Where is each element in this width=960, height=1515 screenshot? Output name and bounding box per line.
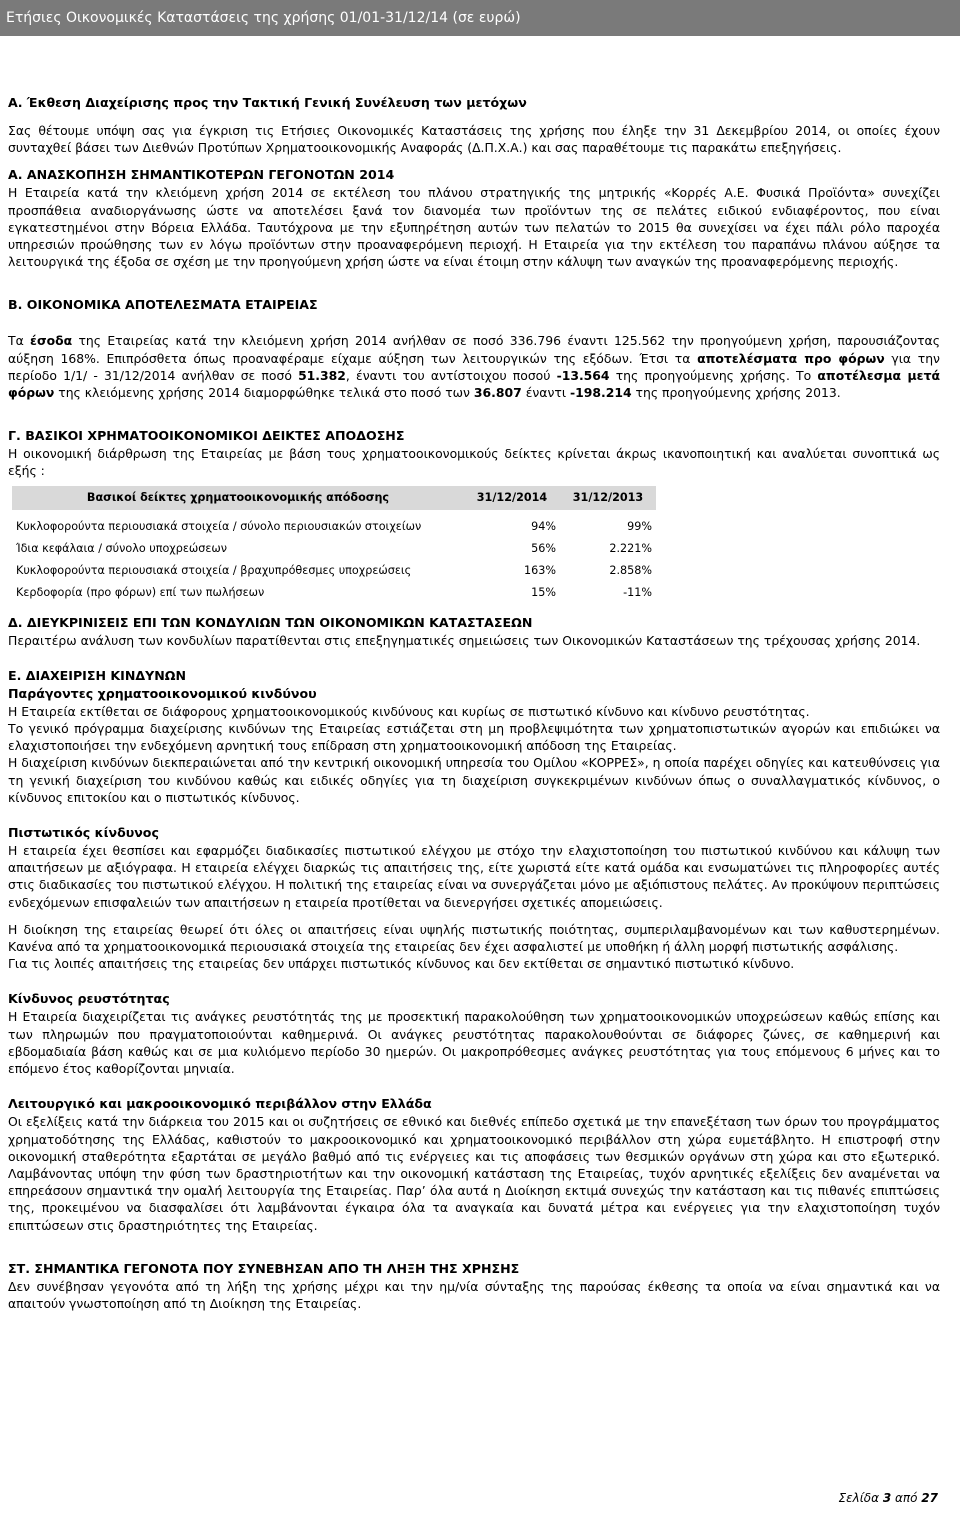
kpi-row-2013: 2.858% xyxy=(609,564,652,578)
kpi-row-2014: 163% xyxy=(524,564,556,578)
kpi-row-2013: 99% xyxy=(627,520,652,534)
environment-paragraph: Οι εξελίξεις κατά την διάρκεια του 2015 και οι συζητήσεις σε εθνικό και διεθνές επίπεδο σχετικά με την επανεξέταση των όρων του προγράμματος χρηματοδότησης της Ελλάδας, καθιστούν το μακροοικονομικό και χρηματοοικονομικό περιβάλλον στη χώρα ευμετάβλητο. Η επιστροφή στην οικονομική σταθερότητα εξαρτάται σε μεγάλο βαθμό από τις ενέργειες και τις αποφάσεις των θεσμικών οργάνων στη χώρα και στο εξωτερικό. Λαμβάνοντας υπόψη την φύση των δραστηριοτήτων και την οικονομική κατάσταση της Εταιρείας, τυχόν αρνητικές εξελίξεις δεν αναμένεται να επηρεάσουν σημαντικά την ομαλή λειτουργία της Εταιρείας. Παρ’ όλα αυτά η Διοίκηση εκτιμά συνεχώς την κατάσταση και τις πιθανές επιπτώσεις της, προκειμένου να διασφαλίσει ότι λαμβάνονται έγκαιρα όλα τα αναγκαία και δυνατά μέτρα και ενέργειες για την ελαχιστοποίηση τυχόν επιπτώσεων στις δραστηριότητες της Εταιρείας. xyxy=(8,1114,940,1233)
section-b-text: Τα έσοδα της Εταιρείας κατά την κλειόμενη χρήση 2014 ανήλθαν σε ποσό 336.796 έναντι 125.562 την προηγούμενη χρήση, παρουσιάζοντας αύξηση 168%. Επιπρόσθετα όπως προαναφέραμε είχαμε αύξηση των λειτουργικών της εξόδων. Έτσι τα αποτελέσματα προ φόρων για την περίοδο 1/1/ - 31/12/2014 ανήλθαν σε ποσό 51.382, έναντι του αντίστοιχου ποσού -13.564 της προηγούμενης χρήσης. Το αποτέλεσμα μετά φόρων της κλειόμενης χρήσης 2014 διαμορφώθηκε τελικά στο ποσό των 36.807 έναντι -198.214 της προηγούμενης χρήσης 2013. xyxy=(8,333,940,401)
section-e-paragraph-1: Η Εταιρεία εκτίθεται σε διάφορους χρηματοοικονομικούς κινδύνους και κυρίως σε πιστωτικό κίνδυνο και κίνδυνο ρευστότητας. xyxy=(8,703,810,719)
header-title: Ετήσιες Οικονομικές Καταστάσεις της χρήσης 01/01-31/12/14 (σε ευρώ) xyxy=(6,10,521,26)
section-st-text: Δεν συνέβησαν γεγονότα από τη λήξη της χρήσης μέχρι και την ημ/νία σύνταξης της παρούσας έκθεσης τα οποία να είναι σημαντικά και να απαιτούν γνωστοποίηση από τη Διοίκηση της Εταιρείας. xyxy=(8,1278,940,1311)
liquidity-risk-paragraph: Η Εταιρεία διαχειρίζεται τις ανάγκες ρευστότητάς της με προσεκτική παρακολούθηση των χρηματοοικονομικών υποχρεώσεων καθώς επίσης και των πληρωμών που πραγματοποιούνται καθημερινά. Οι ανάγκες ρευστότητας παρακολουθούνται σε διάφορες ζώνες, σε καθημερινή και εβδομαδιαία βάση καθώς και σε μια κυλιόμενο περίοδο 30 ημερών. Οι μακροπρόθεσμες ανάγκες ρευστότητας για τους επόμενους 6 μήνες και το επόμενο έτος καθορίζονται μηνιαία. xyxy=(8,1009,940,1077)
kpi-row-2013: -11% xyxy=(623,586,652,600)
kpi-header-2014: 31/12/2014 xyxy=(464,486,560,510)
section-e-title: Ε. ΔΙΑΧΕΙΡΙΣΗ ΚΙΝΔΥΝΩΝ xyxy=(8,667,187,683)
kpi-row-2013: 2.221% xyxy=(609,542,652,556)
section-b-title: Β. ΟΙΚΟΝΟΜΙΚΑ ΑΠΟΤΕΛΕΣΜΑΤΑ ΕΤΑΙΡΕΙΑΣ xyxy=(8,297,318,313)
table-row xyxy=(12,582,656,604)
document-header xyxy=(0,0,960,36)
section-e-subtitle: Παράγοντες χρηματοοικονομικού κινδύνου xyxy=(8,685,317,701)
section-a-title: Α. ΑΝΑΣΚΟΠΗΣΗ ΣΗΜΑΝΤΙΚΟΤΕΡΩΝ ΓΕΓΟΝΟΤΩΝ 2014 xyxy=(8,167,395,183)
section-d-title: Δ. ΔΙΕΥΚΡΙΝΙΣΕΙΣ ΕΠΙ ΤΩΝ ΚΟΝΔΥΛΙΩΝ ΤΩΝ ΟΙΚΟΝΟΜΙΚΩΝ ΚΑΤΑΣΤΑΣΕΩΝ xyxy=(8,614,533,630)
kpi-header-label: Βασικοί δείκτες χρηματοοικονομικής απόδοσης xyxy=(12,486,464,510)
credit-risk-paragraph-1: Η εταιρεία έχει θεσπίσει και εφαρμόζει διαδικασίες πιστωτικού ελέγχου με στόχο την ελαχιστοποίηση του πιστωτικού κινδύνου και κάλυψη των απαιτήσεων με αξιόγραφα. Η εταιρεία ελέγχει διαρκώς τις απαιτήσεις της, είτε χωριστά είτε κατά ομάδα και ενσωματώνει τις πληροφορίες αυτές στις διαδικασίες του πιστωτικού ελέγχου. Η πολιτική της εταιρείας είναι να συνεργάζεται μόνο με αξιόπιστους πελάτες. Αν προκύψουν περιπτώσεις ενδεχόμενων επισφαλειών των απαιτήσεων η εταιρεία προτίθεται να διενεργήσει σχετικές απομειώσεις. xyxy=(8,843,940,910)
main-title: Α. Έκθεση Διαχείρισης προς την Τακτική Γενική Συνέλευση των μετόχων xyxy=(8,95,527,110)
kpi-row-label: Κερδοφορία (προ φόρων) επί των πωλήσεων xyxy=(16,586,265,600)
table-row xyxy=(12,560,656,582)
page-footer: Σελίδα 3 από 27 xyxy=(838,1491,938,1505)
credit-risk-title: Πιστωτικός κίνδυνος xyxy=(8,825,159,841)
kpi-row-2014: 94% xyxy=(531,520,556,534)
page-number: 3 xyxy=(882,1491,892,1505)
intro-paragraph: Σας θέτουμε υπόψη σας για έγκριση τις Ετήσιες Οικονομικές Καταστάσεις της χρήσης που έληξε την 31 Δεκεμβρίου 2014, οι οποίες έχουν συνταχθεί βάσει των Διεθνών Προτύπων Χρηματοοικονομικής Αναφοράς (Δ.Π.Χ.Α.) και σας παραθέτουμε τις παρακάτω επεξηγήσεις. xyxy=(8,123,940,156)
section-e-paragraph-2: Το γενικό πρόγραμμα διαχείρισης κινδύνων της Εταιρείας εστιάζεται στη μη προβλεψιμότητα των χρηματοπιστωτικών αγορών και επιδιώκει να ελαχιστοποιήσει την ενδεχόμενη αρνητική τους επίδραση στη χρηματοοικονομική απόδοση της Εταιρείας. xyxy=(8,721,940,754)
liquidity-risk-title: Κίνδυνος ρευστότητας xyxy=(8,991,170,1007)
table-row xyxy=(12,516,656,538)
table-row xyxy=(12,538,656,560)
kpi-row-label: Κυκλοφορούντα περιουσιακά στοιχεία / βραχυπρόθεσμες υποχρεώσεις xyxy=(16,564,412,578)
section-a-text: Η Εταιρεία κατά την κλειόμενη χρήση 2014 σε εκτέλεση του πλάνου στρατηγικής της μητρικής «Κορρές Α.Ε. Φυσικά Προϊόντα» συνεχίζει προσπάθεια αναδιοργάνωσης ώστε να αποτελέσει ξανά τον διανομέα των προϊόντων της σε πελάτες ειδικού ενδιαφέροντος, που είναι εγκατεστημένοι στην Βόρεια Ελλάδα. Ταυτόχρονα με την εξυπηρέτηση αυτών των πελατών το 2015 θα συνεχίσει να έχει πάλι ρόλο παροχέα υπηρεσιών προώθησης των εν λόγω προϊόντων στην προαναφερόμενη περιοχή. Η Εταιρεία για την εκτέλεση του παραπάνω πλάνου αύξησε τα λειτουργικά της έξοδα σε σχέση με την προηγούμενη χρήση ώστε να είναι έτοιμη στην κάλυψη των αναγκών της προαναφερόμενης περιοχής. xyxy=(8,185,940,270)
environment-title: Λειτουργικό και μακροοικονομικό περιβάλλον στην Ελλάδα xyxy=(8,1096,432,1112)
kpi-header-2013: 31/12/2013 xyxy=(560,486,656,510)
kpi-row-2014: 56% xyxy=(531,542,556,556)
section-c-title: Γ. ΒΑΣΙΚΟΙ ΧΡΗΜΑΤΟΟΙΚΟΝΟΜΙΚΟΙ ΔΕΙΚΤΕΣ ΑΠΟΔΟΣΗΣ xyxy=(8,428,405,444)
section-c-text: Η οικονομική διάρθρωση της Εταιρείας με βάση τους χρηματοοικονομικούς δείκτες κρίνεται άκρως ικανοποιητική και αναλύεται συνοπτικά ως εξής : xyxy=(8,446,940,479)
section-st-title: ΣΤ. ΣΗΜΑΝΤΙΚΑ ΓΕΓΟΝΟΤΑ ΠΟΥ ΣΥΝΕΒΗΣΑΝ ΑΠΟ ΤΗ ΛΗΞΗ ΤΗΣ ΧΡΗΣΗΣ xyxy=(8,1260,520,1276)
section-d-text: Περαιτέρω ανάλυση των κονδυλίων παρατίθενται στις επεξηγηματικές σημειώσεις των Οικονομικών Καταστάσεων της τρέχουσας χρήσης 2014. xyxy=(8,632,921,648)
credit-risk-paragraph-3: Για τις λοιπές απαιτήσεις της εταιρείας δεν υπάρχει πιστωτικός κίνδυνος και δεν εκτίθεται σε σημαντικό πιστωτικό κίνδυνο. xyxy=(8,956,795,972)
kpi-row-label: Ίδια κεφάλαια / σύνολο υποχρεώσεων xyxy=(16,542,228,556)
kpi-table-header xyxy=(12,486,656,510)
kpi-table xyxy=(12,486,656,604)
page-total: 27 xyxy=(921,1491,938,1505)
kpi-row-2014: 15% xyxy=(531,586,556,600)
credit-risk-paragraph-2: Η διοίκηση της εταιρείας θεωρεί ότι όλες οι απαιτήσεις είναι υψηλής πιστωτικής ποιότητας, συμπεριλαμβανομένων και των καθυστερημένων. Κανένα από τα χρηματοοικονομικά περιουσιακά στοιχεία της εταιρείας δεν έχει ασφαλιστεί με υποθήκη ή άλλη μορφή πιστωτικής ασφάλισης. xyxy=(8,921,940,955)
document-body xyxy=(8,48,940,1312)
kpi-row-label: Κυκλοφορούντα περιουσιακά στοιχεία / σύνολο περιουσιακών στοιχείων xyxy=(16,520,422,534)
section-e-paragraph-3: Η διαχείριση κινδύνων διεκπεραιώνεται από την κεντρική οικονομική υπηρεσία του Ομίλου «ΚΟΡΡΕΣ», η οποία παρέχει οδηγίες και κατευθύνσεις για τη γενική διαχείριση του κινδύνου καθώς και ειδικές οδηγίες για τη διαχείριση συγκεκριμένων κινδύνων όπως ο συναλλαγματικός κίνδυνος, ο κίνδυνος επιτοκίου και ο πιστωτικός κίνδυνος. xyxy=(8,755,940,805)
